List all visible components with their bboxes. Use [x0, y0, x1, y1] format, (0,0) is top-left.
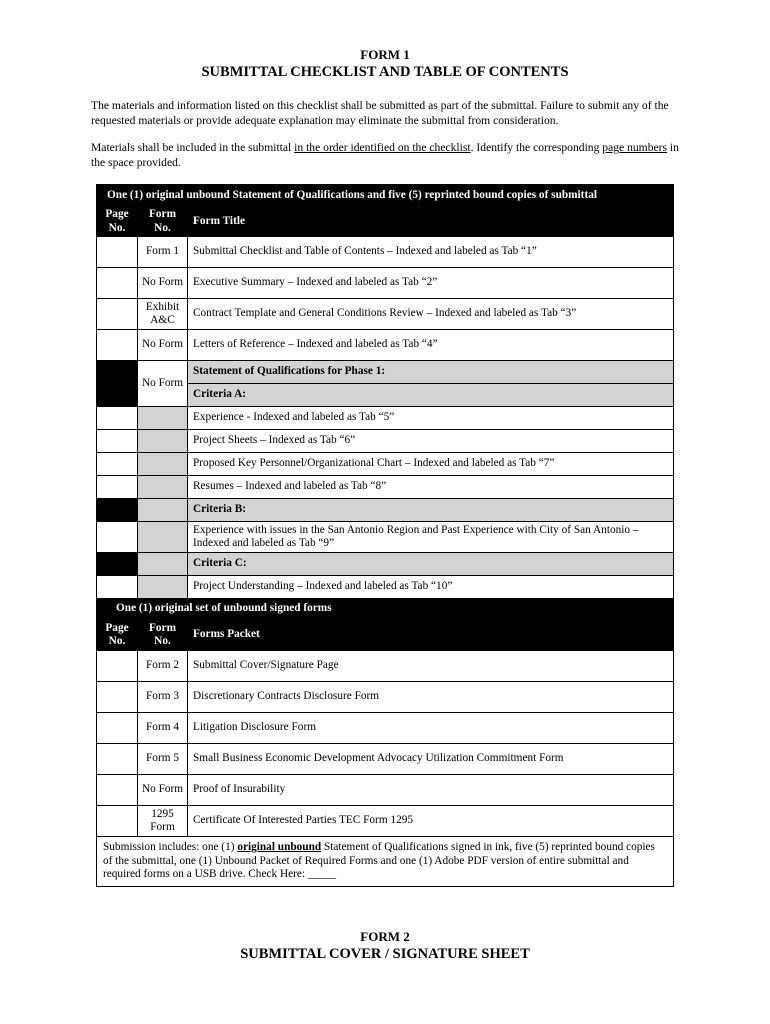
form-number-cell — [138, 499, 188, 522]
page-number-cell[interactable] — [97, 744, 138, 775]
table-row — [97, 237, 674, 268]
page-number-cell[interactable] — [97, 576, 138, 599]
form-title-cell: Project Understanding – Indexed and labeled as Tab “10” — [188, 576, 674, 599]
table-row — [97, 330, 674, 361]
order-underline-1: in the order identified on the checklist — [294, 141, 471, 154]
page-number-cell[interactable] — [97, 806, 138, 837]
note-text-1: Submission includes: one (1) — [103, 841, 238, 853]
criteria-b-heading: Criteria B: — [188, 499, 674, 522]
form-number-cell: Form 2 — [138, 651, 188, 682]
form-title-cell: Submittal Cover/Signature Page — [188, 651, 674, 682]
table-row — [97, 682, 674, 713]
banner-row-forms — [97, 599, 674, 620]
page-number-cell[interactable] — [97, 522, 138, 553]
table-row — [97, 713, 674, 744]
form-title-cell: Resumes – Indexed and labeled as Tab “8” — [188, 476, 674, 499]
table-row — [97, 430, 674, 453]
form-title-cell: Letters of Reference – Indexed and labeled as Tab “4” — [188, 330, 674, 361]
form-title-cell: Contract Template and General Conditions Review – Indexed and labeled as Tab “3” — [188, 299, 674, 330]
table-row — [97, 775, 674, 806]
form-number-cell: Form 4 — [138, 713, 188, 744]
order-paragraph — [91, 141, 691, 170]
page-number-cell[interactable] — [97, 682, 138, 713]
submission-note-row — [97, 837, 674, 887]
table-row — [97, 522, 674, 553]
page-number-cell[interactable] — [97, 330, 138, 361]
form-number-cell: No Form — [138, 775, 188, 806]
form-title-cell: Project Sheets – Indexed as Tab “6” — [188, 430, 674, 453]
form-number-cell: No Form — [138, 268, 188, 299]
order-underline-2: page numbers — [602, 141, 668, 154]
form-number-cell — [138, 522, 188, 553]
form-number-cell: Form 5 — [138, 744, 188, 775]
criteria-b-row — [97, 499, 674, 522]
page-number-cell[interactable] — [97, 299, 138, 330]
form-number-cell — [138, 476, 188, 499]
table-row — [97, 576, 674, 599]
soq-section-heading: Statement of Qualifications for Phase 1: — [188, 361, 674, 384]
form-number-cell: No Form — [138, 330, 188, 361]
page-number-cell[interactable] — [97, 453, 138, 476]
form-number-cell — [138, 553, 188, 576]
table-row — [97, 299, 674, 330]
blank-cell — [97, 499, 138, 522]
blank-cell — [97, 384, 138, 407]
page-number-cell[interactable] — [97, 237, 138, 268]
page-number-cell[interactable] — [97, 268, 138, 299]
table-row — [97, 806, 674, 837]
header-row-1 — [97, 207, 674, 237]
order-text-2: . Identify the corresponding — [470, 141, 603, 154]
form-number-cell: No Form — [138, 361, 188, 407]
table-row — [97, 476, 674, 499]
col-title-header: Form Title — [188, 207, 674, 237]
form-number-cell: Form 3 — [138, 682, 188, 713]
form-title-cell: Discretionary Contracts Disclosure Form — [188, 682, 674, 713]
order-text-1: Materials shall be included in the submittal — [91, 141, 295, 154]
form-title-cell: Proof of Insurability — [188, 775, 674, 806]
blank-cell — [97, 361, 138, 384]
form2-title: SUBMITTAL COVER / SIGNATURE SHEET — [240, 946, 530, 962]
form2-number: FORM 2 — [360, 929, 410, 944]
col-form-header: Form No. — [138, 207, 188, 237]
table-row — [97, 744, 674, 775]
form-number-cell — [138, 407, 188, 430]
blank-cell — [97, 553, 138, 576]
form-title-cell: Submittal Checklist and Table of Contents – Indexed and labeled as Tab “1” — [188, 237, 674, 268]
banner-forms: One (1) original set of unbound signed forms — [97, 599, 674, 620]
form-title-cell: Certificate Of Interested Parties TEC Form 1295 — [188, 806, 674, 837]
form-title-cell: Executive Summary – Indexed and labeled as Tab “2” — [188, 268, 674, 299]
banner-row-soq — [97, 185, 674, 207]
page-number-cell[interactable] — [97, 713, 138, 744]
col-packet-header: Forms Packet — [188, 620, 674, 651]
header-row-2 — [97, 620, 674, 651]
table-row — [97, 407, 674, 430]
table-row — [97, 651, 674, 682]
form1-number: FORM 1 — [360, 47, 410, 62]
page-number-cell[interactable] — [97, 476, 138, 499]
form-title-cell: Experience with issues in the San Antonio Region and Past Experience with City of San Antonio – Indexed and labeled as Tab “9” — [188, 522, 674, 553]
form-number-cell — [138, 576, 188, 599]
form-number-cell: 1295 Form — [138, 806, 188, 837]
order-text-3: in the space provided. — [91, 141, 679, 169]
form-number-cell — [138, 453, 188, 476]
col-form-header: Form No. — [138, 620, 188, 651]
criteria-c-row — [97, 553, 674, 576]
page-number-cell[interactable] — [97, 407, 138, 430]
form-number-cell: Exhibit A&C — [138, 299, 188, 330]
criteria-a-heading: Criteria A: — [188, 384, 674, 407]
note-emphasis: original unbound — [237, 841, 322, 853]
submission-note — [97, 837, 674, 887]
submittal-checklist-table — [96, 184, 674, 887]
col-page-header: Page No. — [97, 620, 138, 651]
form-title-cell: Small Business Economic Development Advocacy Utilization Commitment Form — [188, 744, 674, 775]
form-number-cell: Form 1 — [138, 237, 188, 268]
page-number-cell[interactable] — [97, 430, 138, 453]
criteria-c-heading: Criteria C: — [188, 553, 674, 576]
table-row — [97, 268, 674, 299]
col-page-header: Page No. — [97, 207, 138, 237]
section-row-soq — [97, 361, 674, 384]
form-title-cell: Experience - Indexed and labeled as Tab “5” — [188, 407, 674, 430]
form-number-cell — [138, 430, 188, 453]
page-number-cell[interactable] — [97, 651, 138, 682]
note-text-2: Statement of Qualifications signed in ink, five (5) reprinted bound copies of the submittal, one (1) Unbound Packet of Required Forms and one (1) Adobe PDF version of entire submittal and required forms on a USB drive. Check Here: _____ — [103, 841, 655, 880]
banner-soq: One (1) original unbound Statement of Qualifications and five (5) reprinted bound copies of submittal — [97, 185, 674, 207]
intro-paragraph: The materials and information listed on this checklist shall be submitted as part of the submittal. Failure to submit any of the requested materials or provide adequate explanation may eliminate the submittal from consideration. — [91, 99, 669, 127]
form-title-cell: Litigation Disclosure Form — [188, 713, 674, 744]
page-number-cell[interactable] — [97, 775, 138, 806]
form-title-cell: Proposed Key Personnel/Organizational Chart – Indexed and labeled as Tab “7” — [188, 453, 674, 476]
table-row — [97, 453, 674, 476]
form1-title: SUBMITTAL CHECKLIST AND TABLE OF CONTENTS — [201, 64, 569, 80]
